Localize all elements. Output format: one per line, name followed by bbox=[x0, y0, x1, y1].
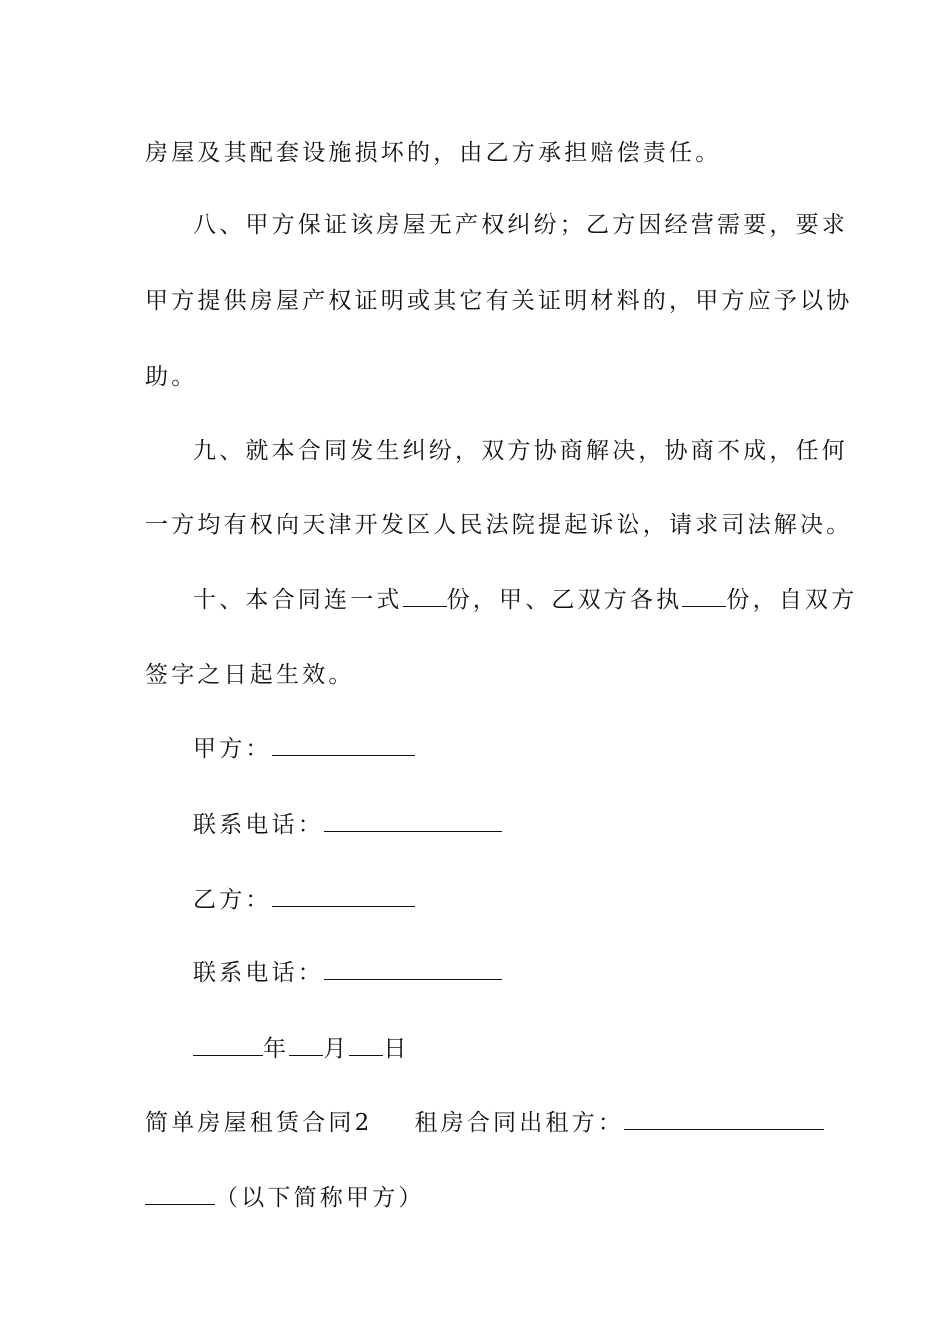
party-b-row bbox=[193, 885, 415, 915]
clause-9-line-2: 一方均有权向天津开发区人民法院提起诉讼，请求司法解决。 bbox=[145, 512, 853, 538]
clause-10-text-c: 份，自双方 bbox=[726, 587, 858, 613]
lessor-suffix: （以下简称甲方） bbox=[215, 1185, 425, 1211]
party-a-blank[interactable] bbox=[272, 735, 415, 756]
phone-b-row bbox=[193, 958, 502, 988]
lessor-blank[interactable] bbox=[624, 1109, 824, 1130]
year-label: 年 bbox=[263, 1036, 290, 1062]
month-blank[interactable] bbox=[289, 1035, 323, 1056]
party-b-label: 乙方： bbox=[193, 887, 272, 913]
clause-8-line-3: 助。 bbox=[145, 364, 198, 390]
clause-9-line-1: 九、就本合同发生纠纷，双方协商解决，协商不成，任何 bbox=[193, 438, 848, 464]
lessor-continuation-row bbox=[145, 1183, 425, 1213]
month-label: 月 bbox=[323, 1036, 350, 1062]
clause-10-line-1 bbox=[193, 585, 857, 615]
phone-b-blank[interactable] bbox=[324, 959, 502, 980]
contract-2-title-row bbox=[145, 1108, 824, 1138]
copies-total-blank[interactable] bbox=[403, 586, 447, 607]
phone-b-label: 联系电话： bbox=[193, 960, 324, 986]
copies-each-blank[interactable] bbox=[682, 586, 726, 607]
lessor-label: 租房合同出租方： bbox=[414, 1110, 625, 1136]
day-blank[interactable] bbox=[349, 1035, 383, 1056]
date-row bbox=[193, 1034, 410, 1064]
party-a-row bbox=[193, 734, 415, 764]
phone-a-label: 联系电话： bbox=[193, 812, 324, 838]
lessor-blank-2[interactable] bbox=[145, 1184, 215, 1205]
phone-a-row bbox=[193, 810, 502, 840]
party-a-label: 甲方： bbox=[193, 736, 272, 762]
clause-10-text-b: 份，甲、乙双方各执 bbox=[446, 587, 683, 613]
party-b-blank[interactable] bbox=[272, 886, 415, 907]
phone-a-blank[interactable] bbox=[324, 811, 502, 832]
clause-10-text-a: 十、本合同连一式 bbox=[193, 587, 403, 613]
clause-8-line-1: 八、甲方保证该房屋无产权纠纷；乙方因经营需要，要求 bbox=[193, 212, 848, 238]
clause-8-line-2: 甲方提供房屋产权证明或其它有关证明材料的，甲方应予以协 bbox=[145, 288, 853, 314]
paragraph-text: 房屋及其配套设施损坏的，由乙方承担赔偿责任。 bbox=[145, 140, 722, 166]
day-label: 日 bbox=[383, 1036, 410, 1062]
contract-2-title: 简单房屋租赁合同2 bbox=[145, 1110, 373, 1136]
year-blank[interactable] bbox=[193, 1035, 263, 1056]
clause-10-line-2: 签字之日起生效。 bbox=[145, 662, 355, 688]
